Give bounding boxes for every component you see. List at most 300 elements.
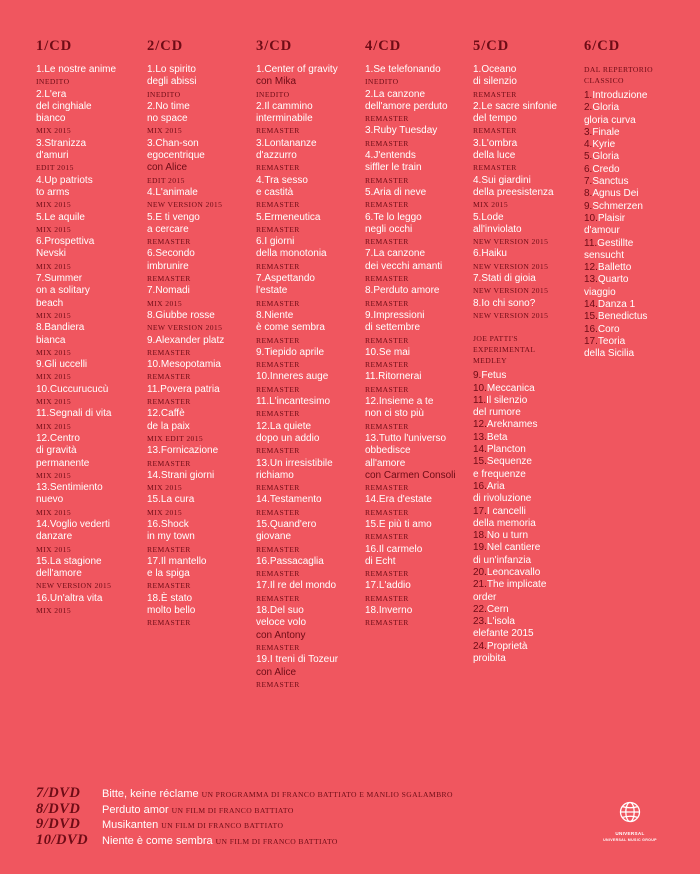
track-title bbox=[256, 605, 358, 617]
track-title-continued bbox=[256, 113, 358, 125]
track-name: siffler le train bbox=[365, 162, 422, 174]
track-title-continued bbox=[36, 187, 138, 199]
track-title bbox=[473, 273, 575, 285]
track-name: Ermeneutica bbox=[264, 211, 321, 223]
track-number: 8. bbox=[36, 322, 45, 334]
track-name: Impressioni bbox=[373, 309, 425, 321]
version-tag: REMASTER bbox=[256, 409, 300, 419]
track-name: Caffè bbox=[160, 408, 185, 420]
globe-icon bbox=[617, 800, 643, 824]
version-tag: REMASTER bbox=[365, 593, 409, 603]
track-name: Stranizza bbox=[44, 137, 87, 149]
track-number: 8. bbox=[473, 297, 482, 309]
track-number: 18. bbox=[365, 605, 379, 617]
track-number: 9. bbox=[365, 309, 374, 321]
track-name: No time bbox=[155, 100, 190, 112]
track-number: 13. bbox=[473, 431, 487, 443]
track-title bbox=[36, 433, 138, 445]
track-title bbox=[147, 187, 249, 199]
track-title-continued bbox=[36, 458, 138, 470]
track-number: 11. bbox=[584, 237, 598, 249]
track-name: on a solitary bbox=[36, 285, 90, 297]
version-tag: REMASTER bbox=[147, 618, 191, 628]
track-name: Coro bbox=[597, 323, 620, 335]
track-name: di settembre bbox=[365, 322, 421, 334]
track-name: Passacaglia bbox=[269, 555, 324, 567]
track-title-continued bbox=[473, 469, 575, 481]
track-name: dell'amore perduto bbox=[365, 100, 448, 112]
track-title bbox=[584, 201, 686, 213]
version-tag: INEDITO bbox=[365, 77, 399, 87]
track-title-continued bbox=[584, 250, 686, 262]
track-title-continued bbox=[256, 322, 358, 334]
track-name: Lode bbox=[481, 211, 504, 223]
track-title bbox=[365, 396, 467, 408]
track-title bbox=[256, 519, 358, 531]
track-number: 14. bbox=[256, 494, 270, 506]
version-tag: NEW VERSION 2015 bbox=[147, 323, 223, 333]
track-number: 3. bbox=[147, 137, 156, 149]
track-name: Inneres auge bbox=[269, 371, 329, 383]
dvd-title: Perduto amor bbox=[102, 803, 169, 816]
track-title bbox=[584, 274, 686, 286]
version-tag: REMASTER bbox=[256, 224, 300, 234]
track-name: Tiepido aprile bbox=[264, 346, 325, 358]
track-number: 14. bbox=[473, 444, 487, 456]
track-title bbox=[147, 248, 249, 260]
track-name: to arms bbox=[36, 186, 70, 198]
track-name: di rivoluzione bbox=[473, 493, 532, 505]
version-tag: REMASTER bbox=[147, 581, 191, 591]
track-title bbox=[473, 101, 575, 113]
version-tag: NEW VERSION 2015 bbox=[473, 261, 549, 271]
track-name: de la paix bbox=[147, 420, 190, 432]
track-title bbox=[147, 470, 249, 482]
track-title bbox=[147, 494, 249, 506]
track-title bbox=[256, 371, 358, 383]
track-title-continued bbox=[147, 421, 249, 433]
track-name: Chan-son bbox=[155, 137, 199, 149]
track-number: 8. bbox=[147, 309, 156, 321]
track-name: E ti vengo bbox=[155, 211, 200, 223]
track-number: 12. bbox=[256, 420, 270, 432]
track-title-continued bbox=[365, 408, 467, 420]
track-number: 1. bbox=[584, 90, 593, 101]
track-number: 24. bbox=[473, 640, 487, 652]
track-number: 5. bbox=[147, 211, 156, 223]
cd-column-3 bbox=[256, 38, 358, 691]
track-name: veloce volo bbox=[256, 617, 307, 629]
track-list bbox=[36, 64, 138, 617]
track-title bbox=[584, 188, 686, 200]
track-name: Agnus Dei bbox=[592, 188, 639, 200]
track-title bbox=[584, 213, 686, 225]
track-name: Tutto l'universo bbox=[378, 432, 447, 444]
track-title-continued bbox=[147, 224, 249, 236]
track-name: E più ti amo bbox=[378, 518, 432, 530]
track-title-continued bbox=[256, 470, 358, 482]
track-number: 8. bbox=[584, 188, 593, 200]
track-name: L'incantesimo bbox=[269, 396, 331, 408]
track-number: 9. bbox=[147, 334, 156, 346]
track-title bbox=[473, 542, 575, 554]
track-title-continued bbox=[584, 115, 686, 127]
track-title-continued bbox=[147, 568, 249, 580]
track-title-continued bbox=[473, 113, 575, 125]
version-tag: MIX 2015 bbox=[147, 298, 183, 308]
track-name: all'inviolato bbox=[473, 223, 522, 235]
track-name: Quand'ero bbox=[269, 518, 317, 530]
track-name: gloria curva bbox=[584, 114, 636, 126]
version-tag: REMASTER bbox=[365, 569, 409, 579]
track-number: 4. bbox=[147, 186, 156, 198]
version-tag: REMASTER bbox=[473, 163, 517, 173]
track-number: 7. bbox=[473, 273, 482, 285]
version-tag: REMASTER bbox=[256, 298, 300, 308]
track-number: 19. bbox=[256, 654, 270, 666]
track-name: L'addio bbox=[378, 580, 411, 592]
track-title bbox=[365, 347, 467, 359]
track-name: Inverno bbox=[378, 605, 413, 617]
track-name: Haiku bbox=[481, 248, 507, 260]
version-tag: REMASTER bbox=[256, 679, 300, 689]
track-number: 15. bbox=[36, 555, 50, 567]
version-tag: REMASTER bbox=[256, 642, 300, 652]
track-title bbox=[365, 605, 467, 617]
version-tag: MIX 2015 bbox=[36, 224, 72, 234]
track-title bbox=[473, 175, 575, 187]
track-title bbox=[473, 248, 575, 260]
track-name: Niente bbox=[264, 309, 294, 321]
track-title bbox=[473, 370, 575, 382]
track-number: 7. bbox=[256, 273, 265, 285]
track-title bbox=[365, 285, 467, 297]
cd-column-6 bbox=[584, 38, 686, 361]
track-name: I treni di Tozeur bbox=[269, 654, 339, 666]
track-name: Se mai bbox=[378, 346, 411, 358]
track-title bbox=[36, 273, 138, 285]
version-tag: REMASTER bbox=[256, 200, 300, 210]
track-title bbox=[365, 544, 467, 556]
track-number: 2. bbox=[36, 88, 45, 100]
track-title bbox=[584, 299, 686, 311]
track-name: Un'altra vita bbox=[49, 592, 103, 604]
track-title-continued bbox=[473, 187, 575, 199]
track-name: Proprietà bbox=[486, 640, 528, 652]
track-title-continued bbox=[36, 248, 138, 260]
track-name: negli occhi bbox=[365, 223, 413, 235]
track-number: 2. bbox=[365, 88, 374, 100]
track-title bbox=[256, 396, 358, 408]
column-subtitle bbox=[584, 64, 686, 86]
track-number: 7. bbox=[36, 273, 45, 285]
track-name: Il re del mondo bbox=[269, 580, 337, 592]
track-number: 14. bbox=[365, 494, 379, 506]
dvd-description: UN FILM DI FRANCO BATTIATO bbox=[171, 805, 294, 815]
medley-section bbox=[473, 333, 575, 665]
track-title bbox=[36, 89, 138, 101]
track-title-continued bbox=[584, 225, 686, 237]
track-name: Giubbe rosse bbox=[155, 309, 215, 321]
medley-title-line: MEDLEY bbox=[473, 356, 508, 366]
version-tag: REMASTER bbox=[365, 507, 409, 517]
track-title bbox=[584, 238, 686, 250]
track-number: 11. bbox=[365, 371, 379, 383]
version-tag: REMASTER bbox=[256, 261, 300, 271]
dvd-description: UN FILM DI FRANCO BATTIATO bbox=[215, 836, 338, 846]
version-tag: NEW VERSION 2015 bbox=[473, 237, 549, 247]
cd-column-5 bbox=[473, 38, 575, 665]
track-title-continued bbox=[365, 445, 467, 457]
track-name: dei vecchi amanti bbox=[365, 260, 443, 272]
version-tag: INEDITO bbox=[147, 89, 181, 99]
version-tag: MIX 2015 bbox=[147, 507, 183, 517]
universal-music-group-logo bbox=[594, 800, 666, 842]
dvd-description: UN FILM DI FRANCO BATTIATO bbox=[161, 821, 284, 830]
track-name: Aria di neve bbox=[373, 186, 427, 198]
track-title bbox=[147, 138, 249, 150]
track-name: sensucht bbox=[584, 249, 625, 261]
track-name: giovane bbox=[256, 531, 292, 543]
track-number: 16. bbox=[473, 480, 487, 492]
track-name: dopo un addio bbox=[256, 432, 320, 444]
track-title bbox=[36, 482, 138, 494]
track-name: Sequenze bbox=[486, 456, 532, 468]
track-title bbox=[584, 311, 686, 323]
version-tag: NEW VERSION 2015 bbox=[473, 310, 549, 320]
version-tag: NEW VERSION 2015 bbox=[147, 200, 223, 210]
track-name: La canzone bbox=[373, 248, 426, 260]
version-tag: REMASTER bbox=[365, 335, 409, 345]
track-number: 4. bbox=[584, 139, 593, 151]
dvd-row bbox=[36, 800, 596, 816]
track-name: e frequenze bbox=[473, 468, 526, 480]
track-title bbox=[473, 64, 575, 76]
track-name: The implicate bbox=[486, 579, 547, 591]
track-number: 2. bbox=[256, 100, 265, 112]
track-title-continued bbox=[365, 162, 467, 174]
track-title bbox=[147, 519, 249, 531]
version-tag: MIX 2015 bbox=[36, 310, 72, 320]
track-number: 8. bbox=[256, 309, 265, 321]
track-title-continued bbox=[473, 224, 575, 236]
track-title-continued bbox=[365, 224, 467, 236]
track-name: Plaisir bbox=[597, 212, 626, 224]
track-name: Gestillte bbox=[597, 237, 634, 249]
track-number: 14. bbox=[147, 469, 161, 481]
track-title bbox=[256, 101, 358, 113]
version-tag: REMASTER bbox=[147, 237, 191, 247]
track-number: 5. bbox=[36, 211, 45, 223]
dvd-row bbox=[36, 815, 596, 831]
track-number: 15. bbox=[147, 494, 161, 506]
track-name: Nel cantiere bbox=[486, 542, 541, 554]
track-name: l'estate bbox=[256, 285, 288, 297]
track-number: 15. bbox=[584, 311, 598, 323]
track-title-continued bbox=[256, 187, 358, 199]
track-title bbox=[473, 641, 575, 653]
track-number: 10. bbox=[584, 212, 598, 224]
track-name: del rumore bbox=[473, 407, 521, 419]
track-title-continued bbox=[36, 568, 138, 580]
track-number: 6. bbox=[365, 211, 374, 223]
version-tag: REMASTER bbox=[256, 593, 300, 603]
track-name: Il silenzio bbox=[486, 394, 528, 406]
track-title bbox=[147, 64, 249, 76]
version-tag: REMASTER bbox=[365, 618, 409, 628]
track-name: Beta bbox=[486, 431, 508, 443]
track-title-continued bbox=[36, 298, 138, 310]
version-tag: REMASTER bbox=[147, 458, 191, 468]
track-list bbox=[147, 64, 249, 630]
track-name: Se telefonando bbox=[373, 64, 441, 75]
track-title-continued bbox=[36, 445, 138, 457]
track-title bbox=[473, 298, 575, 310]
track-title bbox=[473, 481, 575, 493]
track-title bbox=[584, 176, 686, 188]
track-number: 6. bbox=[256, 236, 265, 248]
track-number: 17. bbox=[365, 580, 379, 592]
track-title-continued bbox=[36, 150, 138, 162]
version-tag: MIX 2015 bbox=[36, 347, 72, 357]
track-name: La cura bbox=[160, 494, 195, 506]
version-tag: REMASTER bbox=[365, 384, 409, 394]
track-name: Gloria bbox=[592, 151, 620, 163]
logo-group: UNIVERSAL MUSIC GROUP bbox=[603, 838, 657, 842]
track-name: Insieme a te bbox=[378, 396, 434, 408]
version-tag: MIX 2015 bbox=[36, 507, 72, 517]
track-title-continued bbox=[36, 101, 138, 113]
track-number: 2. bbox=[473, 100, 482, 112]
track-title bbox=[36, 408, 138, 420]
track-name: Centro bbox=[49, 432, 80, 444]
track-title bbox=[365, 433, 467, 445]
track-number: 12. bbox=[473, 419, 487, 431]
version-tag: REMASTER bbox=[365, 483, 409, 493]
track-title bbox=[365, 494, 467, 506]
version-tag: REMASTER bbox=[365, 175, 409, 185]
version-tag: REMASTER bbox=[365, 237, 409, 247]
version-tag: NEW VERSION 2015 bbox=[36, 581, 112, 591]
track-number: 5. bbox=[365, 186, 374, 198]
track-name: degli abissi bbox=[147, 76, 197, 88]
track-title-continued bbox=[147, 605, 249, 617]
track-name: L'era bbox=[44, 88, 67, 100]
track-number: 11. bbox=[147, 383, 161, 395]
subtitle-line: CLASSICO bbox=[584, 76, 624, 85]
track-number: 5. bbox=[473, 211, 482, 223]
track-title-continued bbox=[473, 407, 575, 419]
track-title bbox=[36, 64, 138, 76]
track-name: dell'amore bbox=[36, 568, 82, 580]
track-title bbox=[584, 164, 686, 176]
track-name: Ruby Tuesday bbox=[373, 125, 438, 137]
track-title-continued bbox=[147, 150, 249, 162]
track-number: 1. bbox=[147, 64, 156, 75]
version-tag: REMASTER bbox=[147, 347, 191, 357]
track-title-continued bbox=[584, 287, 686, 299]
track-title bbox=[36, 593, 138, 605]
track-name: L'isola bbox=[486, 616, 515, 628]
track-name: I giorni bbox=[264, 236, 295, 248]
track-name: Fetus bbox=[481, 370, 507, 382]
version-tag: REMASTER bbox=[365, 200, 409, 210]
track-name: Fornicazione bbox=[160, 445, 219, 457]
version-tag: REMASTER bbox=[365, 138, 409, 148]
track-title bbox=[365, 371, 467, 383]
track-number: 3. bbox=[365, 125, 374, 137]
track-number: 15. bbox=[256, 518, 270, 530]
dvd-number: 9/DVD bbox=[36, 816, 81, 832]
dvd-list bbox=[36, 784, 596, 846]
track-list bbox=[256, 64, 358, 691]
track-number: 8. bbox=[365, 285, 374, 297]
track-name: Io chi sono? bbox=[481, 297, 536, 309]
track-number: 4. bbox=[256, 174, 265, 186]
track-title-continued bbox=[147, 76, 249, 88]
track-name: Il carmelo bbox=[378, 543, 423, 555]
version-tag: REMASTER bbox=[365, 114, 409, 124]
cd-heading: 3/CD bbox=[256, 38, 293, 54]
track-number: 20. bbox=[473, 566, 487, 578]
track-number: 13. bbox=[256, 457, 270, 469]
track-list bbox=[473, 64, 575, 322]
track-name: e la spiga bbox=[147, 568, 190, 580]
track-name: order bbox=[473, 591, 497, 603]
track-number: 14. bbox=[36, 518, 50, 530]
track-title bbox=[256, 421, 358, 433]
version-tag: REMASTER bbox=[147, 397, 191, 407]
track-title-continued bbox=[147, 113, 249, 125]
track-title bbox=[365, 64, 467, 76]
track-number: 1. bbox=[365, 64, 374, 75]
track-title bbox=[365, 310, 467, 322]
track-title-continued bbox=[473, 555, 575, 567]
version-tag: MIX 2015 bbox=[36, 126, 72, 136]
track-number: 16. bbox=[36, 592, 50, 604]
track-name: d'azzurro bbox=[256, 150, 297, 162]
track-title bbox=[256, 175, 358, 187]
track-title-continued bbox=[473, 150, 575, 162]
track-title bbox=[147, 359, 249, 371]
featuring-note: con Carmen Consoli bbox=[365, 469, 456, 481]
track-name: Schmerzen bbox=[592, 200, 643, 212]
track-title bbox=[473, 444, 575, 456]
dvd-row bbox=[36, 784, 596, 800]
track-name: Benedictus bbox=[597, 311, 648, 323]
cd-heading: 6/CD bbox=[584, 38, 621, 54]
track-name: all'amore bbox=[365, 457, 406, 469]
track-title bbox=[147, 445, 249, 457]
track-number: 11. bbox=[256, 396, 270, 408]
track-title bbox=[147, 212, 249, 224]
track-name: Tra sesso bbox=[264, 174, 308, 186]
track-number: 1. bbox=[36, 64, 45, 75]
track-name: Le nostre anime bbox=[44, 64, 117, 75]
track-number: 23. bbox=[473, 616, 487, 628]
track-name: nuevo bbox=[36, 494, 64, 506]
track-title bbox=[584, 324, 686, 336]
track-name: Il mantello bbox=[160, 555, 207, 567]
track-name: Un irresistibile bbox=[269, 457, 333, 469]
track-name: Te lo leggo bbox=[373, 211, 422, 223]
track-name: Ritornerai bbox=[378, 371, 422, 383]
track-number: 6. bbox=[473, 248, 482, 260]
track-number: 2. bbox=[147, 100, 156, 112]
track-number: 10. bbox=[147, 359, 161, 371]
track-name: Voglio vederti bbox=[49, 518, 110, 530]
cd-column-1 bbox=[36, 38, 138, 617]
